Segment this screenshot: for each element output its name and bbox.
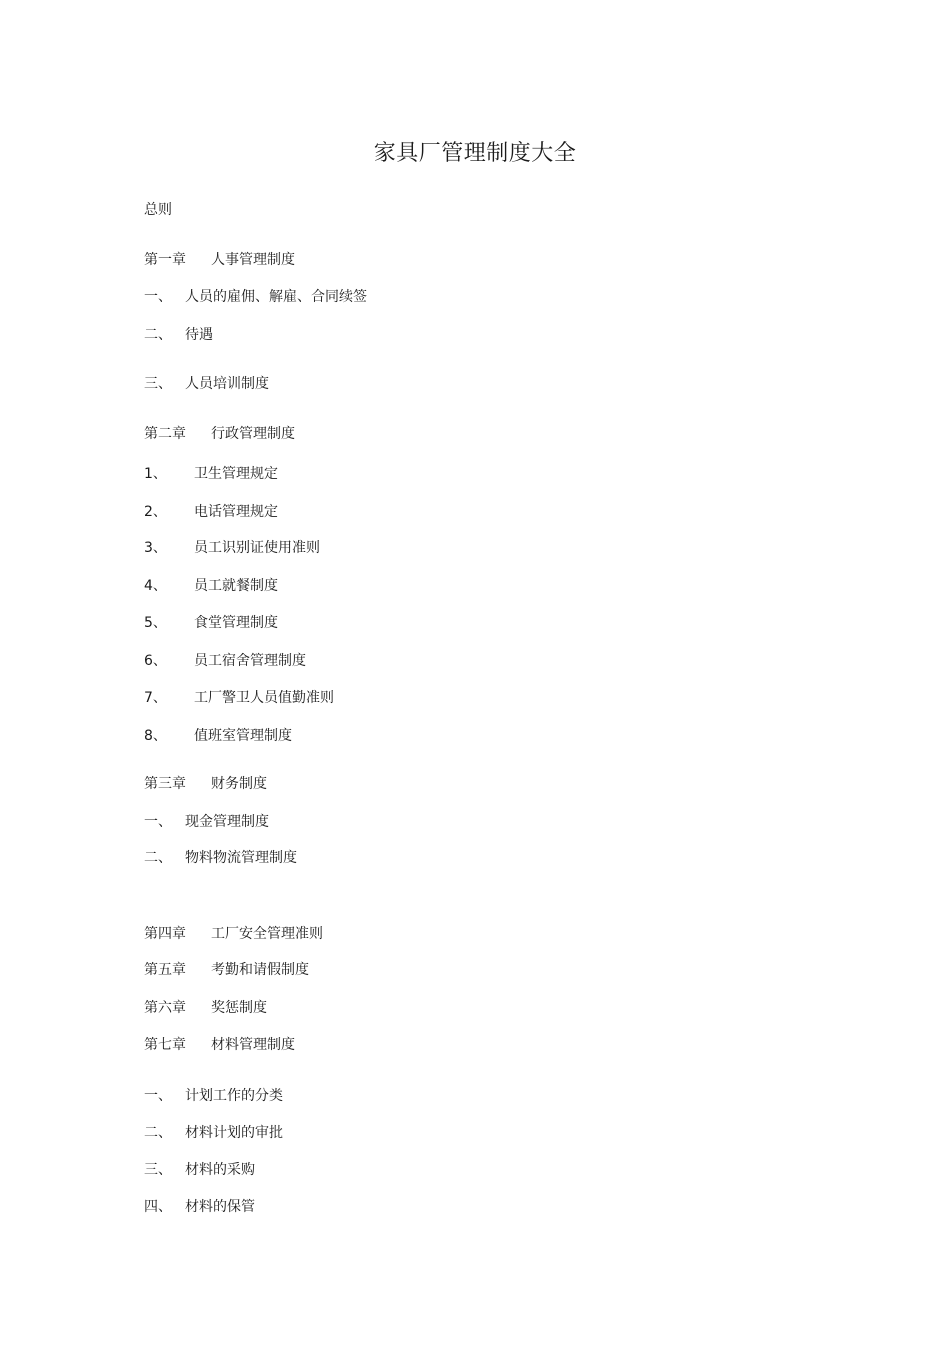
chapter-number: 第七章 (144, 1037, 186, 1053)
chapter-heading (144, 960, 309, 980)
section-item (144, 613, 278, 633)
chapter-heading (144, 774, 267, 794)
section-title: 食堂管理制度 (194, 615, 278, 631)
section-item (144, 325, 213, 345)
chapter-title: 人事管理制度 (211, 252, 295, 268)
chapter-heading (144, 1035, 295, 1055)
section-number: 一、 (144, 814, 172, 830)
chapter-heading (144, 998, 267, 1018)
chapter-heading (144, 424, 295, 444)
section-item (144, 287, 367, 307)
section-item (144, 812, 269, 832)
section-item (144, 538, 320, 558)
section-number: 二、 (144, 1125, 172, 1141)
section-title: 人员的雇佣、解雇、合同续签 (185, 289, 367, 305)
section-number: 一、 (144, 289, 172, 305)
section-item (144, 502, 278, 522)
section-title: 卫生管理规定 (194, 466, 278, 482)
section-item (144, 1086, 283, 1106)
section-title: 计划工作的分类 (185, 1088, 283, 1104)
chapter-title: 财务制度 (211, 776, 267, 792)
chapter-title: 考勤和请假制度 (211, 962, 309, 978)
section-item (144, 1123, 283, 1143)
chapter-number: 第四章 (144, 926, 186, 942)
section-item (144, 464, 278, 484)
chapter-title: 行政管理制度 (211, 426, 295, 442)
chapter-number: 第二章 (144, 426, 186, 442)
section-title: 材料的保管 (185, 1199, 255, 1215)
chapter-title: 奖惩制度 (211, 1000, 267, 1016)
section-item (144, 651, 306, 671)
section-item (144, 374, 269, 394)
section-number: 三、 (144, 376, 172, 392)
section-item (144, 1197, 255, 1217)
chapter-number: 第五章 (144, 962, 186, 978)
chapter-number: 第六章 (144, 1000, 186, 1016)
section-title: 待遇 (185, 327, 213, 343)
chapter-heading (144, 250, 295, 270)
chapter-title: 材料管理制度 (211, 1037, 295, 1053)
chapter-number: 第一章 (144, 252, 186, 268)
section-number: 6、 (144, 653, 167, 669)
section-number: 8、 (144, 728, 167, 744)
section-number: 7、 (144, 690, 167, 706)
section-number: 1、 (144, 466, 167, 482)
section-title: 电话管理规定 (194, 504, 278, 520)
section-title: 物料物流管理制度 (185, 850, 297, 866)
section-number: 4、 (144, 578, 167, 594)
section-number: 2、 (144, 504, 167, 520)
section-title: 员工宿舍管理制度 (194, 653, 306, 669)
section-number: 二、 (144, 327, 172, 343)
section-title: 人员培训制度 (185, 376, 269, 392)
section-number: 四、 (144, 1199, 172, 1215)
section-title: 材料计划的审批 (185, 1125, 283, 1141)
general-heading: 总则 (144, 202, 172, 218)
section-item (144, 1160, 255, 1180)
section-number: 一、 (144, 1088, 172, 1104)
chapter-title: 工厂安全管理准则 (211, 926, 323, 942)
section-item (144, 726, 292, 746)
section-number: 5、 (144, 615, 167, 631)
section-title: 材料的采购 (185, 1162, 255, 1178)
document-title: 家具厂管理制度大全 (373, 141, 577, 166)
section-item (144, 848, 297, 868)
section-title: 员工识别证使用准则 (194, 540, 320, 556)
section-title: 员工就餐制度 (194, 578, 278, 594)
section-number: 二、 (144, 850, 172, 866)
chapter-heading (144, 924, 323, 944)
section-number: 3、 (144, 540, 167, 556)
section-item (144, 688, 334, 708)
chapter-number: 第三章 (144, 776, 186, 792)
section-title: 现金管理制度 (185, 814, 269, 830)
section-number: 三、 (144, 1162, 172, 1178)
section-title: 值班室管理制度 (194, 728, 292, 744)
section-item (144, 576, 278, 596)
section-title: 工厂警卫人员值勤准则 (194, 690, 334, 706)
